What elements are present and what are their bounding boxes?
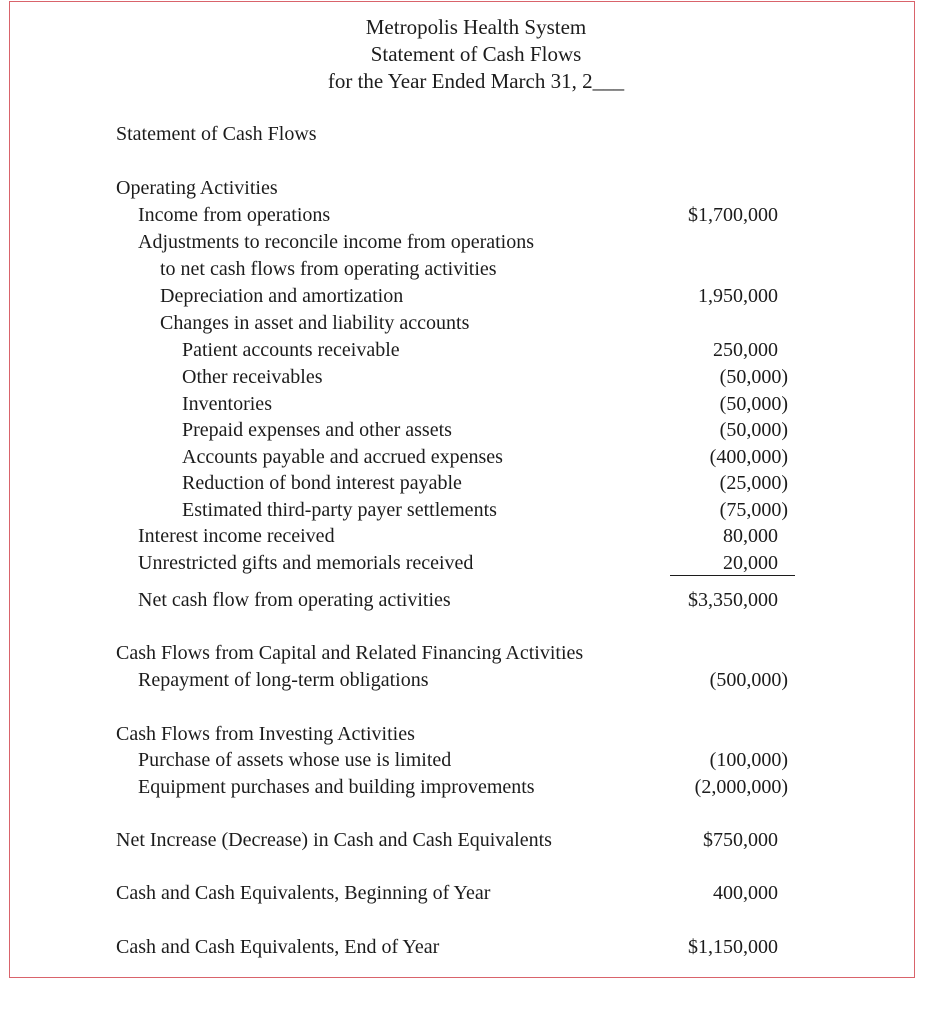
line-item — [0, 550, 952, 577]
line-label: Income from operations — [138, 204, 331, 226]
operating-heading: Operating Activities — [116, 177, 278, 199]
line-label: Cash and Cash Equivalents, End of Year — [116, 936, 440, 958]
section-heading: Statement of Cash Flows — [116, 123, 317, 145]
statement-title: Statement of Cash Flows — [370, 42, 582, 66]
line-amount: $1,150,000 — [688, 936, 778, 958]
statement-header — [0, 14, 952, 95]
line-item — [0, 470, 952, 497]
line-item — [0, 747, 952, 774]
line-label: Reduction of bond interest payable — [182, 472, 462, 494]
line-item — [0, 337, 952, 364]
line-item — [0, 202, 952, 229]
line-label: Other receivables — [182, 366, 323, 388]
subtotal-rule — [670, 575, 795, 576]
subtotal-row — [0, 587, 952, 614]
line-label: to net cash flows from operating activities — [160, 258, 497, 280]
line-label: Patient accounts receivable — [182, 339, 400, 361]
line-amount: 80,000 — [723, 525, 778, 547]
investing-heading: Cash Flows from Investing Activities — [116, 723, 415, 745]
line-label: Net Increase (Decrease) in Cash and Cash Equivalents — [116, 829, 552, 851]
line-amount: 400,000 — [713, 882, 778, 904]
line-label: Depreciation and amortization — [160, 285, 404, 307]
line-item — [0, 310, 952, 337]
line-amount: (50,000) — [719, 366, 788, 388]
total-row — [0, 827, 952, 854]
line-amount: (100,000) — [709, 749, 788, 771]
line-label: Purchase of assets whose use is limited — [138, 749, 452, 771]
financing-heading-row — [0, 640, 952, 667]
line-item — [0, 667, 952, 694]
line-amount: (50,000) — [719, 419, 788, 441]
financing-heading: Cash Flows from Capital and Related Financing Activities — [116, 642, 584, 664]
line-label: Estimated third-party payer settlements — [182, 499, 497, 521]
line-item — [0, 229, 952, 256]
line-label: Net cash flow from operating activities — [138, 589, 451, 611]
line-item — [0, 417, 952, 444]
line-amount: $3,350,000 — [688, 589, 778, 611]
line-label: Unrestricted gifts and memorials received — [138, 552, 474, 574]
line-amount: 1,950,000 — [698, 285, 778, 307]
total-row — [0, 880, 952, 907]
line-label: Prepaid expenses and other assets — [182, 419, 452, 441]
line-amount: (25,000) — [719, 472, 788, 494]
line-amount: (75,000) — [719, 499, 788, 521]
line-amount: 20,000 — [723, 552, 778, 574]
line-amount: (50,000) — [719, 393, 788, 415]
line-amount: $1,700,000 — [688, 204, 778, 226]
section-heading-row — [0, 121, 952, 148]
line-label: Accounts payable and accrued expenses — [182, 446, 503, 468]
line-item — [0, 283, 952, 310]
line-item — [0, 364, 952, 391]
line-item — [0, 497, 952, 524]
investing-heading-row — [0, 721, 952, 748]
line-item — [0, 523, 952, 550]
line-label: Changes in asset and liability accounts — [160, 312, 470, 334]
statement-period: for the Year Ended March 31, 2___ — [327, 69, 625, 93]
line-item — [0, 391, 952, 418]
line-amount: (500,000) — [709, 669, 788, 691]
line-amount: $750,000 — [703, 829, 778, 851]
line-label: Adjustments to reconcile income from operations — [138, 231, 535, 253]
line-label: Repayment of long-term obligations — [138, 669, 429, 691]
line-label: Equipment purchases and building improvements — [138, 776, 535, 798]
line-item — [0, 256, 952, 283]
line-amount: (400,000) — [709, 446, 788, 468]
line-item — [0, 774, 952, 801]
operating-heading-row — [0, 175, 952, 202]
total-row — [0, 934, 952, 961]
line-label: Interest income received — [138, 525, 335, 547]
organization-name: Metropolis Health System — [365, 15, 587, 39]
line-item — [0, 444, 952, 471]
line-amount: 250,000 — [713, 339, 778, 361]
line-label: Cash and Cash Equivalents, Beginning of Year — [116, 882, 491, 904]
line-amount: (2,000,000) — [694, 776, 788, 798]
line-label: Inventories — [182, 393, 272, 415]
